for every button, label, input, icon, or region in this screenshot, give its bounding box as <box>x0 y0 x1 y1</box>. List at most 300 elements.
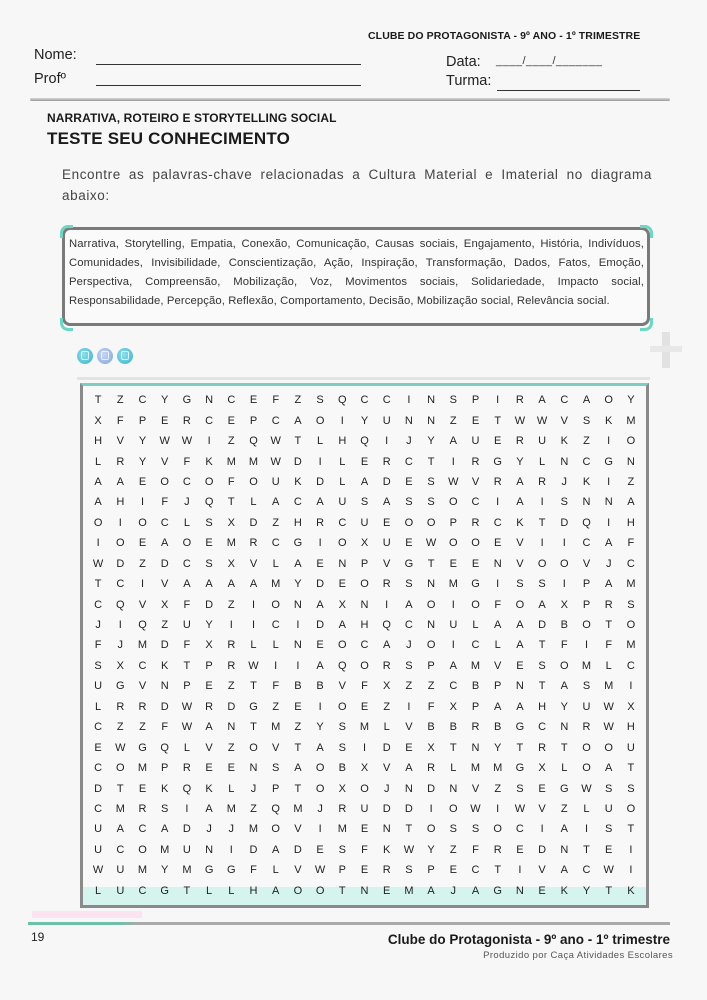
grid-cell[interactable]: C <box>94 762 103 775</box>
grid-cell[interactable]: I <box>496 496 500 509</box>
grid-cell[interactable]: T <box>405 823 413 836</box>
grid-cell[interactable]: P <box>582 598 591 611</box>
grid-cell[interactable]: S <box>316 394 324 407</box>
grid-cell[interactable]: V <box>116 435 124 448</box>
grid-cell[interactable]: E <box>449 864 457 877</box>
grid-cell[interactable]: C <box>116 578 125 591</box>
grid-cell[interactable]: X <box>427 741 435 754</box>
grid-cell[interactable]: M <box>359 721 370 734</box>
grid-cell[interactable]: Z <box>272 516 280 529</box>
grid-cell[interactable]: A <box>605 578 613 591</box>
grid-cell[interactable]: D <box>427 782 436 795</box>
grid-cell[interactable]: G <box>515 762 525 775</box>
grid-cell[interactable]: U <box>116 884 125 897</box>
grid-cell[interactable]: E <box>338 578 346 591</box>
grid-cell[interactable]: P <box>249 414 258 427</box>
grid-cell[interactable]: F <box>183 455 191 468</box>
grid-cell[interactable]: E <box>516 659 524 672</box>
grid-cell[interactable]: I <box>584 639 589 652</box>
grid-cell[interactable]: G <box>404 557 414 570</box>
grid-cell[interactable]: E <box>516 843 524 856</box>
grid-cell[interactable]: S <box>205 557 213 570</box>
grid-cell[interactable]: E <box>449 557 457 570</box>
grid-cell[interactable]: F <box>605 639 613 652</box>
grid-cell[interactable]: O <box>426 598 436 611</box>
grid-cell[interactable]: E <box>316 843 324 856</box>
grid-cell[interactable]: S <box>205 516 213 529</box>
grid-cell[interactable]: N <box>160 680 169 693</box>
grid-cell[interactable]: V <box>516 557 524 570</box>
grid-cell[interactable]: T <box>427 557 435 570</box>
grid-cell[interactable]: U <box>604 803 613 816</box>
grid-cell[interactable]: F <box>227 475 235 488</box>
grid-cell[interactable]: Y <box>138 435 147 448</box>
grid-cell[interactable]: P <box>205 659 213 672</box>
grid-cell[interactable]: J <box>383 782 390 795</box>
grid-cell[interactable]: M <box>137 639 148 652</box>
grid-cell[interactable]: R <box>182 414 191 427</box>
grid-cell[interactable]: V <box>161 455 169 468</box>
grid-cell[interactable]: L <box>250 639 257 652</box>
grid-cell[interactable]: S <box>582 414 591 427</box>
grid-cell[interactable]: O <box>449 496 458 509</box>
grid-cell[interactable]: U <box>116 864 125 877</box>
grid-cell[interactable]: M <box>248 455 259 468</box>
grid-cell[interactable]: I <box>407 394 411 407</box>
grid-cell[interactable]: K <box>161 659 169 672</box>
grid-cell[interactable]: A <box>205 721 213 734</box>
grid-cell[interactable]: V <box>161 578 169 591</box>
grid-cell[interactable]: H <box>116 496 125 509</box>
grid-cell[interactable]: O <box>182 537 192 550</box>
grid-cell[interactable]: N <box>604 496 613 509</box>
grid-cell[interactable]: C <box>626 659 635 672</box>
grid-cell[interactable]: Y <box>360 414 369 427</box>
grid-cell[interactable]: E <box>249 394 258 407</box>
grid-cell[interactable]: C <box>271 414 280 427</box>
grid-cell[interactable]: U <box>182 843 191 856</box>
grid-cell[interactable]: F <box>560 639 568 652</box>
grid-cell[interactable]: H <box>626 721 635 734</box>
grid-cell[interactable]: V <box>471 475 480 488</box>
grid-cell[interactable]: E <box>405 475 413 488</box>
grid-cell[interactable]: A <box>205 578 213 591</box>
grid-cell[interactable]: I <box>496 394 500 407</box>
grid-cell[interactable]: X <box>360 762 369 775</box>
grid-cell[interactable]: U <box>382 537 391 550</box>
grid-cell[interactable]: F <box>250 864 257 877</box>
grid-cell[interactable]: A <box>161 537 169 550</box>
grid-cell[interactable]: A <box>516 619 524 632</box>
grid-cell[interactable]: I <box>229 843 233 856</box>
grid-cell[interactable]: A <box>560 680 568 693</box>
grid-cell[interactable]: N <box>493 557 502 570</box>
grid-cell[interactable]: S <box>360 496 369 509</box>
grid-cell[interactable]: N <box>249 762 258 775</box>
grid-cell[interactable]: F <box>272 394 280 407</box>
grid-cell[interactable]: M <box>226 537 236 550</box>
grid-cell[interactable]: D <box>116 557 125 570</box>
grid-cell[interactable]: E <box>94 741 102 754</box>
grid-cell[interactable]: Q <box>160 741 169 754</box>
grid-cell[interactable]: C <box>94 803 103 816</box>
grid-cell[interactable]: H <box>249 884 258 897</box>
grid-cell[interactable]: I <box>318 700 322 713</box>
grid-cell[interactable]: K <box>205 782 213 795</box>
grid-cell[interactable]: L <box>450 762 457 775</box>
grid-cell[interactable]: N <box>205 394 214 407</box>
grid-cell[interactable]: E <box>316 557 324 570</box>
grid-cell[interactable]: A <box>316 496 324 509</box>
grid-cell[interactable]: O <box>360 782 369 795</box>
grid-cell[interactable]: K <box>161 782 169 795</box>
grid-cell[interactable]: M <box>293 803 303 816</box>
grid-cell[interactable]: J <box>117 639 124 652</box>
grid-cell[interactable]: W <box>314 864 326 877</box>
grid-cell[interactable]: C <box>626 557 635 570</box>
grid-cell[interactable]: Q <box>182 782 192 795</box>
grid-cell[interactable]: G <box>204 864 214 877</box>
grid-cell[interactable]: O <box>515 598 525 611</box>
grid-cell[interactable]: O <box>404 516 414 529</box>
grid-cell[interactable]: R <box>338 803 347 816</box>
grid-cell[interactable]: I <box>584 823 589 836</box>
grid-cell[interactable]: C <box>471 864 480 877</box>
grid-cell[interactable]: U <box>360 516 369 529</box>
grid-cell[interactable]: F <box>94 639 102 652</box>
grid-cell[interactable]: I <box>451 455 455 468</box>
grid-cell[interactable]: Z <box>560 803 568 816</box>
grid-cell[interactable]: Z <box>161 619 169 632</box>
grid-cell[interactable]: O <box>116 762 125 775</box>
grid-cell[interactable]: D <box>293 843 302 856</box>
grid-cell[interactable]: P <box>494 680 502 693</box>
grid-cell[interactable]: A <box>560 823 568 836</box>
grid-cell[interactable]: C <box>360 639 369 652</box>
grid-cell[interactable]: C <box>471 496 480 509</box>
grid-cell[interactable]: X <box>627 700 635 713</box>
grid-cell[interactable]: O <box>471 598 480 611</box>
grid-cell[interactable]: Q <box>249 435 258 448</box>
grid-cell[interactable]: H <box>293 516 302 529</box>
grid-cell[interactable]: T <box>538 639 546 652</box>
grid-cell[interactable]: C <box>138 394 147 407</box>
grid-cell[interactable]: T <box>516 741 524 754</box>
grid-cell[interactable]: G <box>471 578 480 591</box>
grid-cell[interactable]: Z <box>427 680 435 693</box>
grid-cell[interactable]: C <box>515 823 524 836</box>
grid-cell[interactable]: Z <box>116 394 124 407</box>
grid-cell[interactable]: I <box>140 496 145 509</box>
teacher-field[interactable] <box>96 85 361 86</box>
grid-cell[interactable]: O <box>93 516 103 529</box>
grid-cell[interactable]: R <box>582 721 591 734</box>
grid-cell[interactable]: L <box>272 639 279 652</box>
grid-cell[interactable]: V <box>471 782 480 795</box>
grid-cell[interactable]: A <box>383 639 391 652</box>
grid-cell[interactable]: A <box>316 659 324 672</box>
grid-cell[interactable]: Y <box>316 721 324 734</box>
grid-cell[interactable]: M <box>470 762 481 775</box>
grid-cell[interactable]: U <box>582 700 591 713</box>
grid-cell[interactable]: D <box>382 741 391 754</box>
grid-cell[interactable]: D <box>382 475 391 488</box>
grid-cell[interactable]: A <box>294 414 302 427</box>
grid-cell[interactable]: R <box>382 864 391 877</box>
grid-cell[interactable]: T <box>494 864 502 877</box>
grid-cell[interactable]: M <box>248 823 259 836</box>
grid-cell[interactable]: M <box>137 762 148 775</box>
grid-cell[interactable]: R <box>227 639 236 652</box>
grid-cell[interactable]: A <box>538 598 546 611</box>
grid-cell[interactable]: L <box>494 639 501 652</box>
grid-cell[interactable]: W <box>581 782 592 795</box>
grid-cell[interactable]: E <box>205 762 213 775</box>
grid-cell[interactable]: E <box>494 537 502 550</box>
grid-cell[interactable]: S <box>538 578 546 591</box>
grid-cell[interactable]: V <box>272 741 280 754</box>
grid-cell[interactable]: I <box>540 537 544 550</box>
grid-cell[interactable]: O <box>604 394 613 407</box>
grid-cell[interactable]: T <box>294 741 302 754</box>
grid-cell[interactable]: Z <box>383 700 391 713</box>
grid-cell[interactable]: B <box>494 721 502 734</box>
grid-cell[interactable]: D <box>160 700 169 713</box>
grid-cell[interactable]: O <box>138 516 147 529</box>
grid-cell[interactable]: C <box>382 394 391 407</box>
grid-cell[interactable]: O <box>360 659 369 672</box>
grid-cell[interactable]: B <box>294 680 302 693</box>
grid-cell[interactable]: E <box>161 414 169 427</box>
grid-cell[interactable]: O <box>626 619 636 632</box>
grid-cell[interactable]: O <box>338 537 347 550</box>
grid-cell[interactable]: I <box>251 598 256 611</box>
grid-cell[interactable]: M <box>404 884 414 897</box>
grid-cell[interactable]: Q <box>138 619 147 632</box>
grid-cell[interactable]: W <box>470 803 481 816</box>
grid-cell[interactable]: L <box>228 884 235 897</box>
grid-cell[interactable]: M <box>470 659 481 672</box>
grid-cell[interactable]: F <box>361 843 368 856</box>
grid-cell[interactable]: I <box>451 598 455 611</box>
grid-cell[interactable]: R <box>138 700 147 713</box>
grid-cell[interactable]: O <box>426 639 436 652</box>
grid-cell[interactable]: L <box>539 455 546 468</box>
grid-cell[interactable]: O <box>338 700 347 713</box>
grid-cell[interactable]: I <box>251 619 256 632</box>
grid-cell[interactable]: T <box>94 578 102 591</box>
grid-cell[interactable]: V <box>205 741 213 754</box>
grid-cell[interactable]: N <box>338 557 347 570</box>
grid-cell[interactable]: I <box>518 864 522 877</box>
grid-cell[interactable]: Q <box>116 598 125 611</box>
grid-cell[interactable]: W <box>603 721 614 734</box>
grid-cell[interactable]: J <box>450 884 457 897</box>
grid-cell[interactable]: Y <box>294 578 302 591</box>
grid-cell[interactable]: Y <box>627 394 635 407</box>
grid-cell[interactable]: E <box>316 639 324 652</box>
grid-cell[interactable]: G <box>604 455 613 468</box>
grid-cell[interactable]: D <box>249 516 258 529</box>
grid-cell[interactable]: R <box>182 762 191 775</box>
grid-cell[interactable]: U <box>94 823 103 836</box>
grid-cell[interactable]: I <box>318 823 322 836</box>
grid-cell[interactable]: R <box>515 394 524 407</box>
grid-cell[interactable]: X <box>227 557 235 570</box>
grid-cell[interactable]: R <box>471 455 480 468</box>
grid-cell[interactable]: T <box>294 782 302 795</box>
grid-cell[interactable]: P <box>471 700 480 713</box>
grid-cell[interactable]: X <box>360 537 369 550</box>
grid-cell[interactable]: X <box>338 598 346 611</box>
grid-cell[interactable]: U <box>360 803 369 816</box>
grid-cell[interactable]: B <box>560 619 568 632</box>
grid-cell[interactable]: W <box>181 435 193 448</box>
grid-cell[interactable]: K <box>560 884 568 897</box>
grid-cell[interactable]: N <box>382 823 391 836</box>
grid-cell[interactable]: Y <box>138 455 147 468</box>
grid-cell[interactable]: U <box>182 619 191 632</box>
grid-cell[interactable]: Y <box>161 394 169 407</box>
grid-cell[interactable]: O <box>493 823 502 836</box>
grid-cell[interactable]: Y <box>427 435 435 448</box>
grid-cell[interactable]: E <box>138 475 147 488</box>
grid-cell[interactable]: D <box>538 619 547 632</box>
grid-cell[interactable]: G <box>493 884 502 897</box>
grid-cell[interactable]: A <box>116 475 124 488</box>
grid-cell[interactable]: S <box>582 680 591 693</box>
grid-cell[interactable]: E <box>205 537 213 550</box>
grid-cell[interactable]: N <box>515 884 524 897</box>
grid-cell[interactable]: O <box>204 475 214 488</box>
grid-cell[interactable]: X <box>538 762 546 775</box>
grid-cell[interactable]: J <box>317 803 323 816</box>
grid-cell[interactable]: Z <box>294 394 302 407</box>
grid-cell[interactable]: S <box>338 721 346 734</box>
grid-cell[interactable]: I <box>274 659 278 672</box>
grid-cell[interactable]: N <box>427 578 436 591</box>
grid-cell[interactable]: I <box>629 680 633 693</box>
grid-cell[interactable]: L <box>250 496 257 509</box>
grid-cell[interactable]: H <box>538 700 547 713</box>
grid-cell[interactable]: E <box>360 864 369 877</box>
grid-cell[interactable]: I <box>562 578 566 591</box>
grid-cell[interactable]: C <box>182 557 191 570</box>
grid-cell[interactable]: W <box>92 557 104 570</box>
grid-cell[interactable]: V <box>538 864 546 877</box>
grid-cell[interactable]: P <box>338 864 346 877</box>
grid-cell[interactable]: C <box>538 721 547 734</box>
grid-cell[interactable]: D <box>316 619 325 632</box>
grid-cell[interactable]: J <box>250 782 257 795</box>
grid-cell[interactable]: N <box>427 619 436 632</box>
grid-cell[interactable]: H <box>626 516 635 529</box>
grid-cell[interactable]: M <box>337 823 347 836</box>
grid-cell[interactable]: Z <box>227 741 235 754</box>
grid-cell[interactable]: F <box>427 700 435 713</box>
grid-cell[interactable]: E <box>471 557 480 570</box>
grid-cell[interactable]: S <box>471 823 480 836</box>
grid-cell[interactable]: O <box>271 598 280 611</box>
grid-cell[interactable]: O <box>293 884 303 897</box>
grid-cell[interactable]: A <box>516 475 524 488</box>
grid-cell[interactable]: A <box>383 496 391 509</box>
grid-cell[interactable]: R <box>493 843 502 856</box>
grid-cell[interactable]: W <box>514 803 526 816</box>
grid-cell[interactable]: O <box>360 578 369 591</box>
grid-cell[interactable]: Y <box>161 864 169 877</box>
grid-cell[interactable]: I <box>318 537 322 550</box>
grid-cell[interactable]: H <box>338 435 347 448</box>
grid-cell[interactable]: K <box>560 435 568 448</box>
grid-cell[interactable]: M <box>448 578 458 591</box>
grid-cell[interactable]: G <box>116 680 125 693</box>
grid-cell[interactable]: L <box>272 557 279 570</box>
grid-cell[interactable]: L <box>183 516 190 529</box>
grid-cell[interactable]: O <box>160 475 169 488</box>
grid-cell[interactable]: N <box>404 782 413 795</box>
grid-cell[interactable]: G <box>160 884 169 897</box>
grid-cell[interactable]: C <box>116 843 125 856</box>
grid-cell[interactable]: E <box>538 884 546 897</box>
grid-cell[interactable]: C <box>94 598 103 611</box>
grid-cell[interactable]: T <box>427 455 435 468</box>
grid-cell[interactable]: W <box>181 721 193 734</box>
grid-cell[interactable]: L <box>95 700 102 713</box>
grid-cell[interactable]: W <box>248 659 259 672</box>
grid-cell[interactable]: B <box>449 721 457 734</box>
grid-cell[interactable]: C <box>449 680 458 693</box>
grid-cell[interactable]: U <box>94 680 103 693</box>
grid-cell[interactable]: F <box>161 496 169 509</box>
grid-cell[interactable]: A <box>405 762 413 775</box>
grid-cell[interactable]: Q <box>338 394 347 407</box>
grid-cell[interactable]: F <box>161 721 169 734</box>
grid-cell[interactable]: I <box>540 823 544 836</box>
grid-cell[interactable]: L <box>339 455 346 468</box>
grid-cell[interactable]: X <box>205 639 213 652</box>
grid-cell[interactable]: L <box>272 864 279 877</box>
grid-cell[interactable]: I <box>296 659 300 672</box>
grid-cell[interactable]: N <box>293 639 302 652</box>
grid-cell[interactable]: J <box>228 823 235 836</box>
grid-cell[interactable]: R <box>538 475 547 488</box>
grid-cell[interactable]: I <box>496 803 500 816</box>
grid-cell[interactable]: V <box>560 414 568 427</box>
grid-cell[interactable]: K <box>582 475 591 488</box>
grid-cell[interactable]: V <box>294 823 302 836</box>
grid-cell[interactable]: B <box>427 721 435 734</box>
grid-cell[interactable]: W <box>115 741 126 754</box>
grid-cell[interactable]: W <box>270 435 281 448</box>
grid-cell[interactable]: H <box>94 435 103 448</box>
grid-cell[interactable]: J <box>206 823 212 836</box>
grid-cell[interactable]: D <box>160 557 169 570</box>
grid-cell[interactable]: D <box>316 578 325 591</box>
grid-cell[interactable]: Y <box>560 700 568 713</box>
grid-cell[interactable]: X <box>227 516 235 529</box>
grid-cell[interactable]: N <box>404 414 413 427</box>
grid-cell[interactable]: I <box>540 496 544 509</box>
grid-cell[interactable]: N <box>449 782 458 795</box>
grid-cell[interactable]: X <box>94 414 102 427</box>
grid-cell[interactable]: J <box>95 619 101 632</box>
grid-cell[interactable]: R <box>427 762 436 775</box>
grid-cell[interactable]: W <box>270 455 281 468</box>
grid-cell[interactable]: T <box>627 762 635 775</box>
grid-cell[interactable]: T <box>338 884 346 897</box>
grid-cell[interactable]: M <box>115 803 125 816</box>
